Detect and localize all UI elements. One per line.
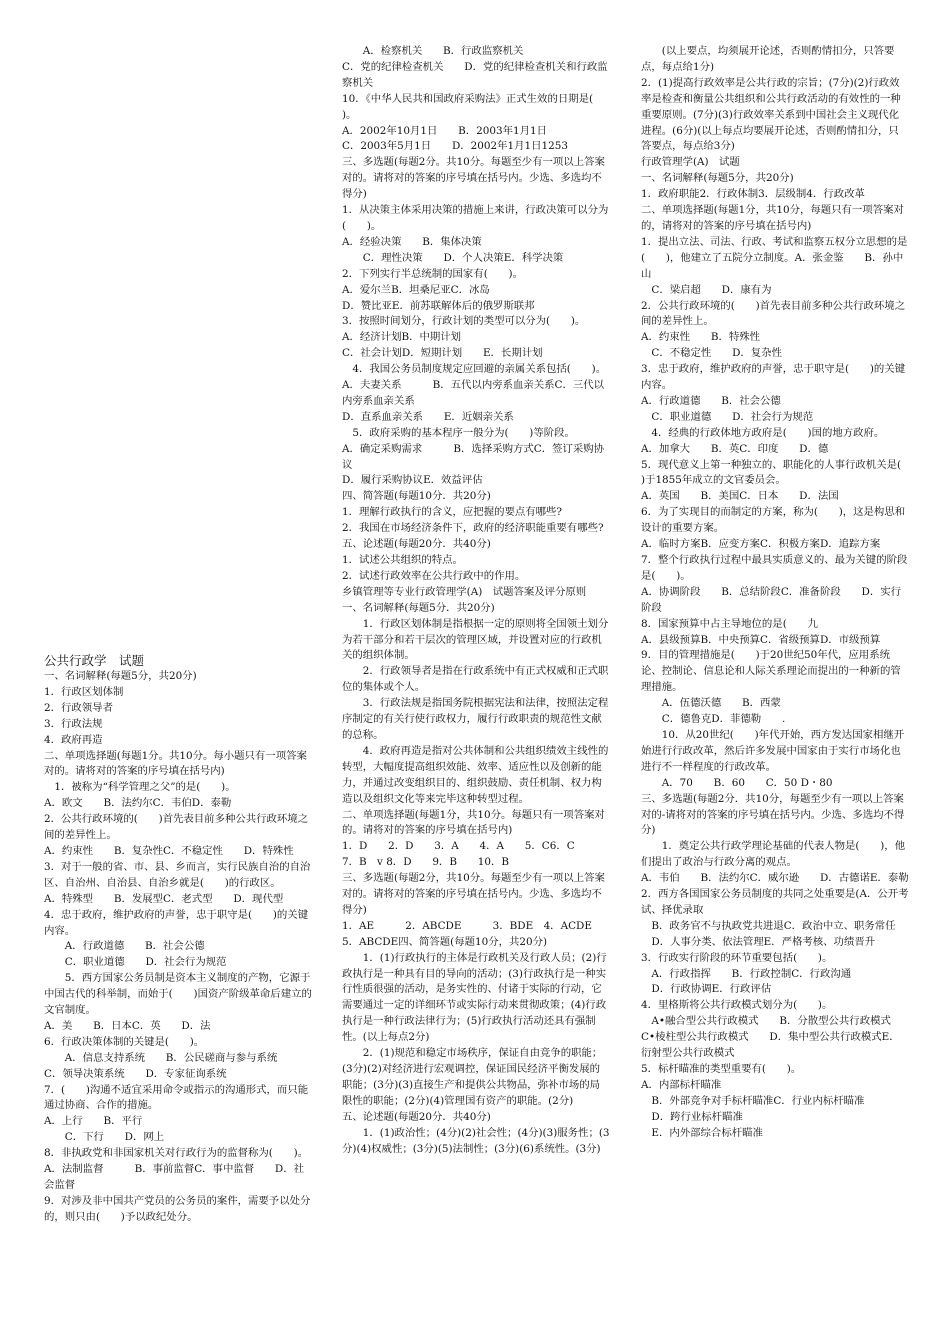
- text-line: 一、名词解释(每题5分，共20分): [44, 670, 197, 682]
- text-line: 行政管理学(A) 试题: [641, 156, 740, 169]
- text-line: C．下行 D．网上: [44, 1131, 165, 1144]
- text-line: 一、名词解释(每题5分．共20分): [342, 601, 495, 614]
- text-line: A．韦伯 B．法约尔C．威尔逊 D．古德诺E．泰勒: [641, 872, 909, 885]
- text-line: 1．政府职能2．行政体制3．层级制4．行政改革: [641, 188, 865, 201]
- text-line: 1．提出立法、司法、行政、考试和监察五权分立思想的是( )，他建立了五院分立制度。A．张金鉴 B．孙中山: [641, 235, 908, 280]
- text-line: 一、名词解释(每题5分，共20分): [641, 172, 794, 185]
- text-line: A．加拿大 B．英C．印度 D．德: [641, 442, 829, 455]
- text-line: 4．经典的行政体地方政府是( )国的地方政府。: [641, 426, 885, 439]
- text-line: 5．西方国家公务员制是资本主义制度的产物，它源于中国古代的科举制，而始于( )国资产阶级革命后建立的文官制度。: [44, 972, 312, 1017]
- text-line: 4．政府再造: [44, 733, 103, 746]
- text-line: 10．《中华人民共和国政府采购法》正式生效的日期是( )。: [342, 92, 614, 121]
- middle-column: [342, 44, 614, 1157]
- left-column: [44, 652, 312, 1226]
- text-line: A•融合型公共行政模式 B．分散型公共行政模式: [641, 1015, 891, 1028]
- text-line: B．外部竞争对手标杆瞄准C．行业内标杆瞄准: [641, 1094, 865, 1107]
- text-line: 2．(1)规范和稳定市场秩序，保证自由竞争的职能；(3分)(2)对经济进行宏观调控，保证国民经济平衡发展的职能；(3分)(3)直接生产和提供公共物品，弥补市场的局限性的职能；(2分)(4)管理国有资产的职能。(2分): [342, 1047, 603, 1107]
- text-line: 4．我国公务员制度规定应回避的亲属关系包括( )。: [342, 363, 607, 376]
- text-line: D．跨行业标杆瞄准: [641, 1110, 743, 1123]
- text-line: A．县级预算B．中央预算C．省级预算D．市级预算: [641, 633, 881, 646]
- text-line: 8．国家预算中占主导地位的是( 九: [641, 617, 818, 630]
- text-line: 四、简答题(每题10分．共20分): [342, 490, 491, 503]
- text-line: 2．我国在市场经济条件下，政府的经济职能重要有哪些?: [342, 522, 604, 535]
- text-line: 7．( )沟通不适宜采用命令或指示的沟通形式，而只能通过协商、合作的措施。: [44, 1083, 309, 1112]
- text-line: 三、多选题(每题2分，共10分。每题至少有一项以上答案对的。请将对的答案的序号填在括号内。少选、多选均不得分): [342, 872, 605, 916]
- text-line: C．职业道德 D．社会行为规范: [44, 956, 227, 969]
- text-line: 2．公共行政环境的( )首先表目前多种公共行政环境之间的差异性上。: [641, 299, 906, 328]
- text-line: C．德鲁克D．菲德勒 .: [641, 713, 786, 726]
- text-line: 2．行政领导者: [44, 701, 113, 714]
- text-line: A．协调阶段 B．总结阶段C．准备阶段 D．实行阶段: [641, 585, 902, 614]
- text-line: 乡镇管理等专业行政管理学(A) 试题答案及评分原则: [342, 585, 587, 598]
- text-line: 4．政府再造是指对公共体制和公共组织绩效主线性的转型，大幅度提高组织效能、效率、适应性以及创新的能力，并通过改变组织目的、组织鼓励、责任机制、权力构造以及组织文化等来完毕这种转型过程。: [342, 744, 609, 805]
- text-line: 8．非执政党和非国家机关对行政行为的监督称为( )。: [44, 1147, 309, 1160]
- text-line: 五、论述题(每题20分．共40分): [342, 1110, 491, 1123]
- text-line: A．欧文 B．法约尔C．韦伯D．泰勒: [44, 797, 232, 810]
- text-line: 二、单项选择题(每题1分，共10分。每题只有一项答案对的。请将对的答案的序号填在括号内): [342, 808, 605, 837]
- text-line: D．直系血亲关系 E．近姻亲关系: [342, 410, 514, 423]
- text-line: B．政务官不与执政党共进退C．政治中立、职务常任: [641, 919, 896, 932]
- text-line: A．美 B．日本C．英 D．法: [44, 1019, 211, 1032]
- text-line: A．行政指挥 B．行政控制C．行政沟通: [641, 967, 852, 980]
- text-line: 1．行政区划体制是指根据一定的原则将全国领土划分为若干部分和若干层次的管理区域，并设置对应的行政机关的组织体制。: [342, 617, 609, 662]
- text-line: A．行政道德 B．社会公德: [641, 394, 781, 407]
- text-line: 5．政府采购的基本程序一般分为( )等阶段。: [342, 426, 575, 439]
- text-line: A．检察机关 B．行政监察机关: [342, 45, 524, 57]
- text-line: C．理性决策 D．个人决策E．科学决策: [342, 251, 564, 264]
- text-line: 1．被称为“科学管理之父”的是( )。: [44, 781, 236, 794]
- text-line: 三、多选题(每题2分．共10分，每题至少有一项以上答案对的-请将对的答案的序号填在括号内。少选、多选均不得分): [641, 792, 905, 837]
- text-line: A．夫妻关系 B．五代以内旁系血亲关系C．三代以内旁系血亲关系: [342, 379, 605, 407]
- text-line: 3．对于一般的省、市、县、乡而言，实行民族自治的自治区、自治州、自治县、自治乡就是( )的行政区。: [44, 860, 311, 889]
- text-line: 3．按照时间划分，行政计划的类型可以分为( )。: [342, 315, 586, 328]
- text-line: 7．整个行政执行过程中最具实质意义的、最为关键的阶段是( )。: [641, 554, 908, 582]
- text-line: 1．理解行政执行的含义，应把握的要点有哪些?: [342, 506, 562, 519]
- text-line: A．70 B．60 C．50 D・80: [641, 776, 833, 789]
- text-line: A．法制监督 B．事前监督C．事中监督 D．社会监督: [44, 1163, 305, 1191]
- text-line: 五、论述题(每题20分．共40分): [342, 538, 491, 551]
- text-line: 3．行政法规: [44, 717, 103, 730]
- text-line: 1．AE 2．ABCDE 3．BDE 4．ACDE 5．ABCDE四、简答题(每题10分，共20分): [342, 919, 603, 948]
- text-line: 4．忠于政府，维护政府的声誉，忠于职守是( )的关键内容。: [44, 908, 309, 937]
- text-line: 1．试述公共组织的特点。: [342, 554, 463, 566]
- text-line: 2．试述行政效率在公共行政中的作用。: [342, 569, 526, 582]
- text-line: C．梁启超 D．康有为: [641, 283, 772, 296]
- text-line: 二、单项选择题(每题1分。共10分。每小题只有一项答案对的。请将对的答案的序号填在括号内): [44, 749, 307, 778]
- text-line: A．伍德沃德 B．西蒙: [641, 697, 781, 710]
- text-line: (以上要点，均须展开论述，否则酌情扣分，只答要点，每点给1分): [641, 45, 895, 73]
- text-line: A．信息支持系统 B．公民磋商与参与系统: [44, 1051, 278, 1064]
- text-line: A．爱尔兰B．坦桑尼亚C．冰岛: [342, 283, 490, 296]
- text-line: C．不稳定性 D．复杂性: [641, 347, 782, 360]
- text-line: 10．从20世纪( )年代开始，西方发达国家相继开始进行行政改革，然后许多发展中国家由于实行市场化也进行不一样程度的行政改革。: [641, 728, 905, 773]
- text-line: 9．对涉及非中国共产党员的公务员的案件，需要予以处分的，则只由( )予以政纪处分。: [44, 1194, 311, 1223]
- text-line: C．领导决策系统 D．专家征询系统: [44, 1067, 227, 1080]
- text-line: 1．行政区划体制: [44, 685, 124, 698]
- text-line: C．党的纪律检查机关 D．党的纪律检查机关和行政监察机关: [342, 60, 608, 89]
- text-line: 2．西方各国国家公务员制度的共同之处重要是(A．公开考试、择优录取: [641, 888, 909, 916]
- text-line: 5．现代意义上第一种独立的、职能化的人事行政机关是( )于1855年成立的文官委员会。: [641, 458, 922, 487]
- text-line: 2．下列实行半总统制的国家有( )。: [342, 267, 523, 280]
- exam-title: 公共行政学 试题: [44, 653, 145, 668]
- text-line: A．确定采购需求 B．选择采购方式C．签订采购协议: [342, 442, 605, 471]
- text-line: 三、多选题(每题2分。共10分。每题至少有一项以上答案对的。请将对的答案的序号填在括号内。少选、多选均不得分): [342, 156, 605, 201]
- text-line: 1．奠定公共行政学理论基础的代表人物是( )，他们提出了政治与行政分离的观点。: [641, 840, 906, 869]
- text-line: 3．行政法规是指国务院根据宪法和法律，按照法定程序制定的有关行使行政权力，履行行政职责的规范性文献的总称。: [342, 697, 609, 741]
- text-line: 2．(1)提高行政效率是公共行政的宗旨；(7分)(2)行政效率是检查和衡量公共组织和公共行政活动的有效性的一种重要原则。(7分)(3)行政效率关系到中国社会主义现代化进程。(6分)(以上每点均要展开论述，否则酌情扣分，只答要点，每点给3分): [641, 76, 901, 153]
- text-line: D．行政协调E．行政评估: [641, 983, 772, 996]
- text-line: D．赞比亚E．前苏联解体后的俄罗斯联邦: [342, 299, 535, 312]
- text-line: A．内部标杆瞄准: [641, 1078, 722, 1091]
- text-line: C．2003年5月1日 D．2002年1月1日1253: [342, 140, 568, 153]
- text-line: 2．行政领导者是指在行政系统中有正式权威和正式职位的集体或个人。: [342, 665, 609, 694]
- text-line: A．约束性 B．特殊性: [641, 331, 761, 344]
- text-line: A．英国 B．美国C．日本 D．法国: [641, 490, 839, 503]
- text-line: E．内外部综合标杆瞄准: [641, 1126, 763, 1139]
- text-line: A．经济计划B．中期计划: [342, 331, 462, 344]
- text-line: 3．行政实行阶段的环节重要包括( )。: [641, 951, 833, 964]
- text-line: C．职业道德 D．社会行为规范: [641, 410, 814, 423]
- text-line: D．履行采购协议E．效益评估: [342, 474, 483, 487]
- text-line: 1．(1)行政执行的主体是行政机关及行政人员；(2)行政执行是一种具有目的导向的活动；(3)行政执行是一种实行性质很强的活动，是务实性的、付诸于实际的行动，它需要通过一定的详细环节或实际行动来贯彻政策；(4)行政执行是一种行政法律行为；(5)行政执行活动还具有强制性。(以上每点2分): [342, 951, 607, 1044]
- text-line: 1．从决策主体采用决策的措施上来讲，行政决策可以分为( )。: [342, 204, 609, 232]
- text-line: A．经验决策 B．集体决策: [342, 235, 482, 248]
- text-line: A．约束性 B．复杂性C．不稳定性 D．特殊性: [44, 844, 294, 857]
- text-line: 6．行政决策体制的关键是( )。: [44, 1035, 205, 1048]
- text-line: 2．公共行政环境的( )首先表目前多种公共行政环境之间的差异性上。: [44, 813, 309, 842]
- text-line: A．特殊型 B．发展型C．老式型 D．现代型: [44, 892, 284, 905]
- text-line: 二、单项选择题(每题1分，共10分，每题只有一项答案对的，请将对的答案的序号填在括号内): [641, 204, 904, 232]
- right-column: [641, 44, 922, 1142]
- text-line: 3．忠于政府，维护政府的声誉，忠于职守是( )的关键内容。: [641, 363, 906, 392]
- text-line: 9．目的管理措施是( )于20世纪50年代，应用系统论、控制论、信息论和人际关系理论而提出的一种新的管理措施。: [641, 649, 901, 694]
- text-line: C．社会计划D．短期计划 E．长期计划: [342, 347, 543, 360]
- text-line: A．临时方案B．应变方案C．积极方案D．追踪方案: [641, 538, 881, 551]
- text-line: A．上行 B．平行: [44, 1115, 143, 1128]
- text-line: A．2002年10月1日 B．2003年1月1日: [342, 124, 547, 137]
- text-line: 1．D 2．D 3．A 4．A 5．C6．C 7．B v 8．D 9．B 10．B: [342, 840, 596, 869]
- text-line: D．人事分类、依法管理E．严格考核、功绩晋升: [641, 935, 876, 948]
- text-line: C•棱柱型公共行政模式 D．集中型公共行政模式E．衍射型公共行政模式: [641, 1031, 900, 1060]
- text-line: 1．(1)政治性；(4分)(2)社会性；(4分)(3)服务性；(3分)(4)权威性；(3分)(5)法制性；(3分)(6)系统性。(3分): [342, 1126, 610, 1155]
- text-line: A．行政道德 B．社会公德: [44, 940, 205, 953]
- text-line: 4．里格斯将公共行政模式划分为( )。: [641, 999, 833, 1012]
- text-line: 6．为了实现目的而制定的方案，称为( )，这是构思和设计的重要方案。: [641, 506, 906, 535]
- text-line: 5．标杆瞄准的类型重要有( )。: [641, 1063, 802, 1075]
